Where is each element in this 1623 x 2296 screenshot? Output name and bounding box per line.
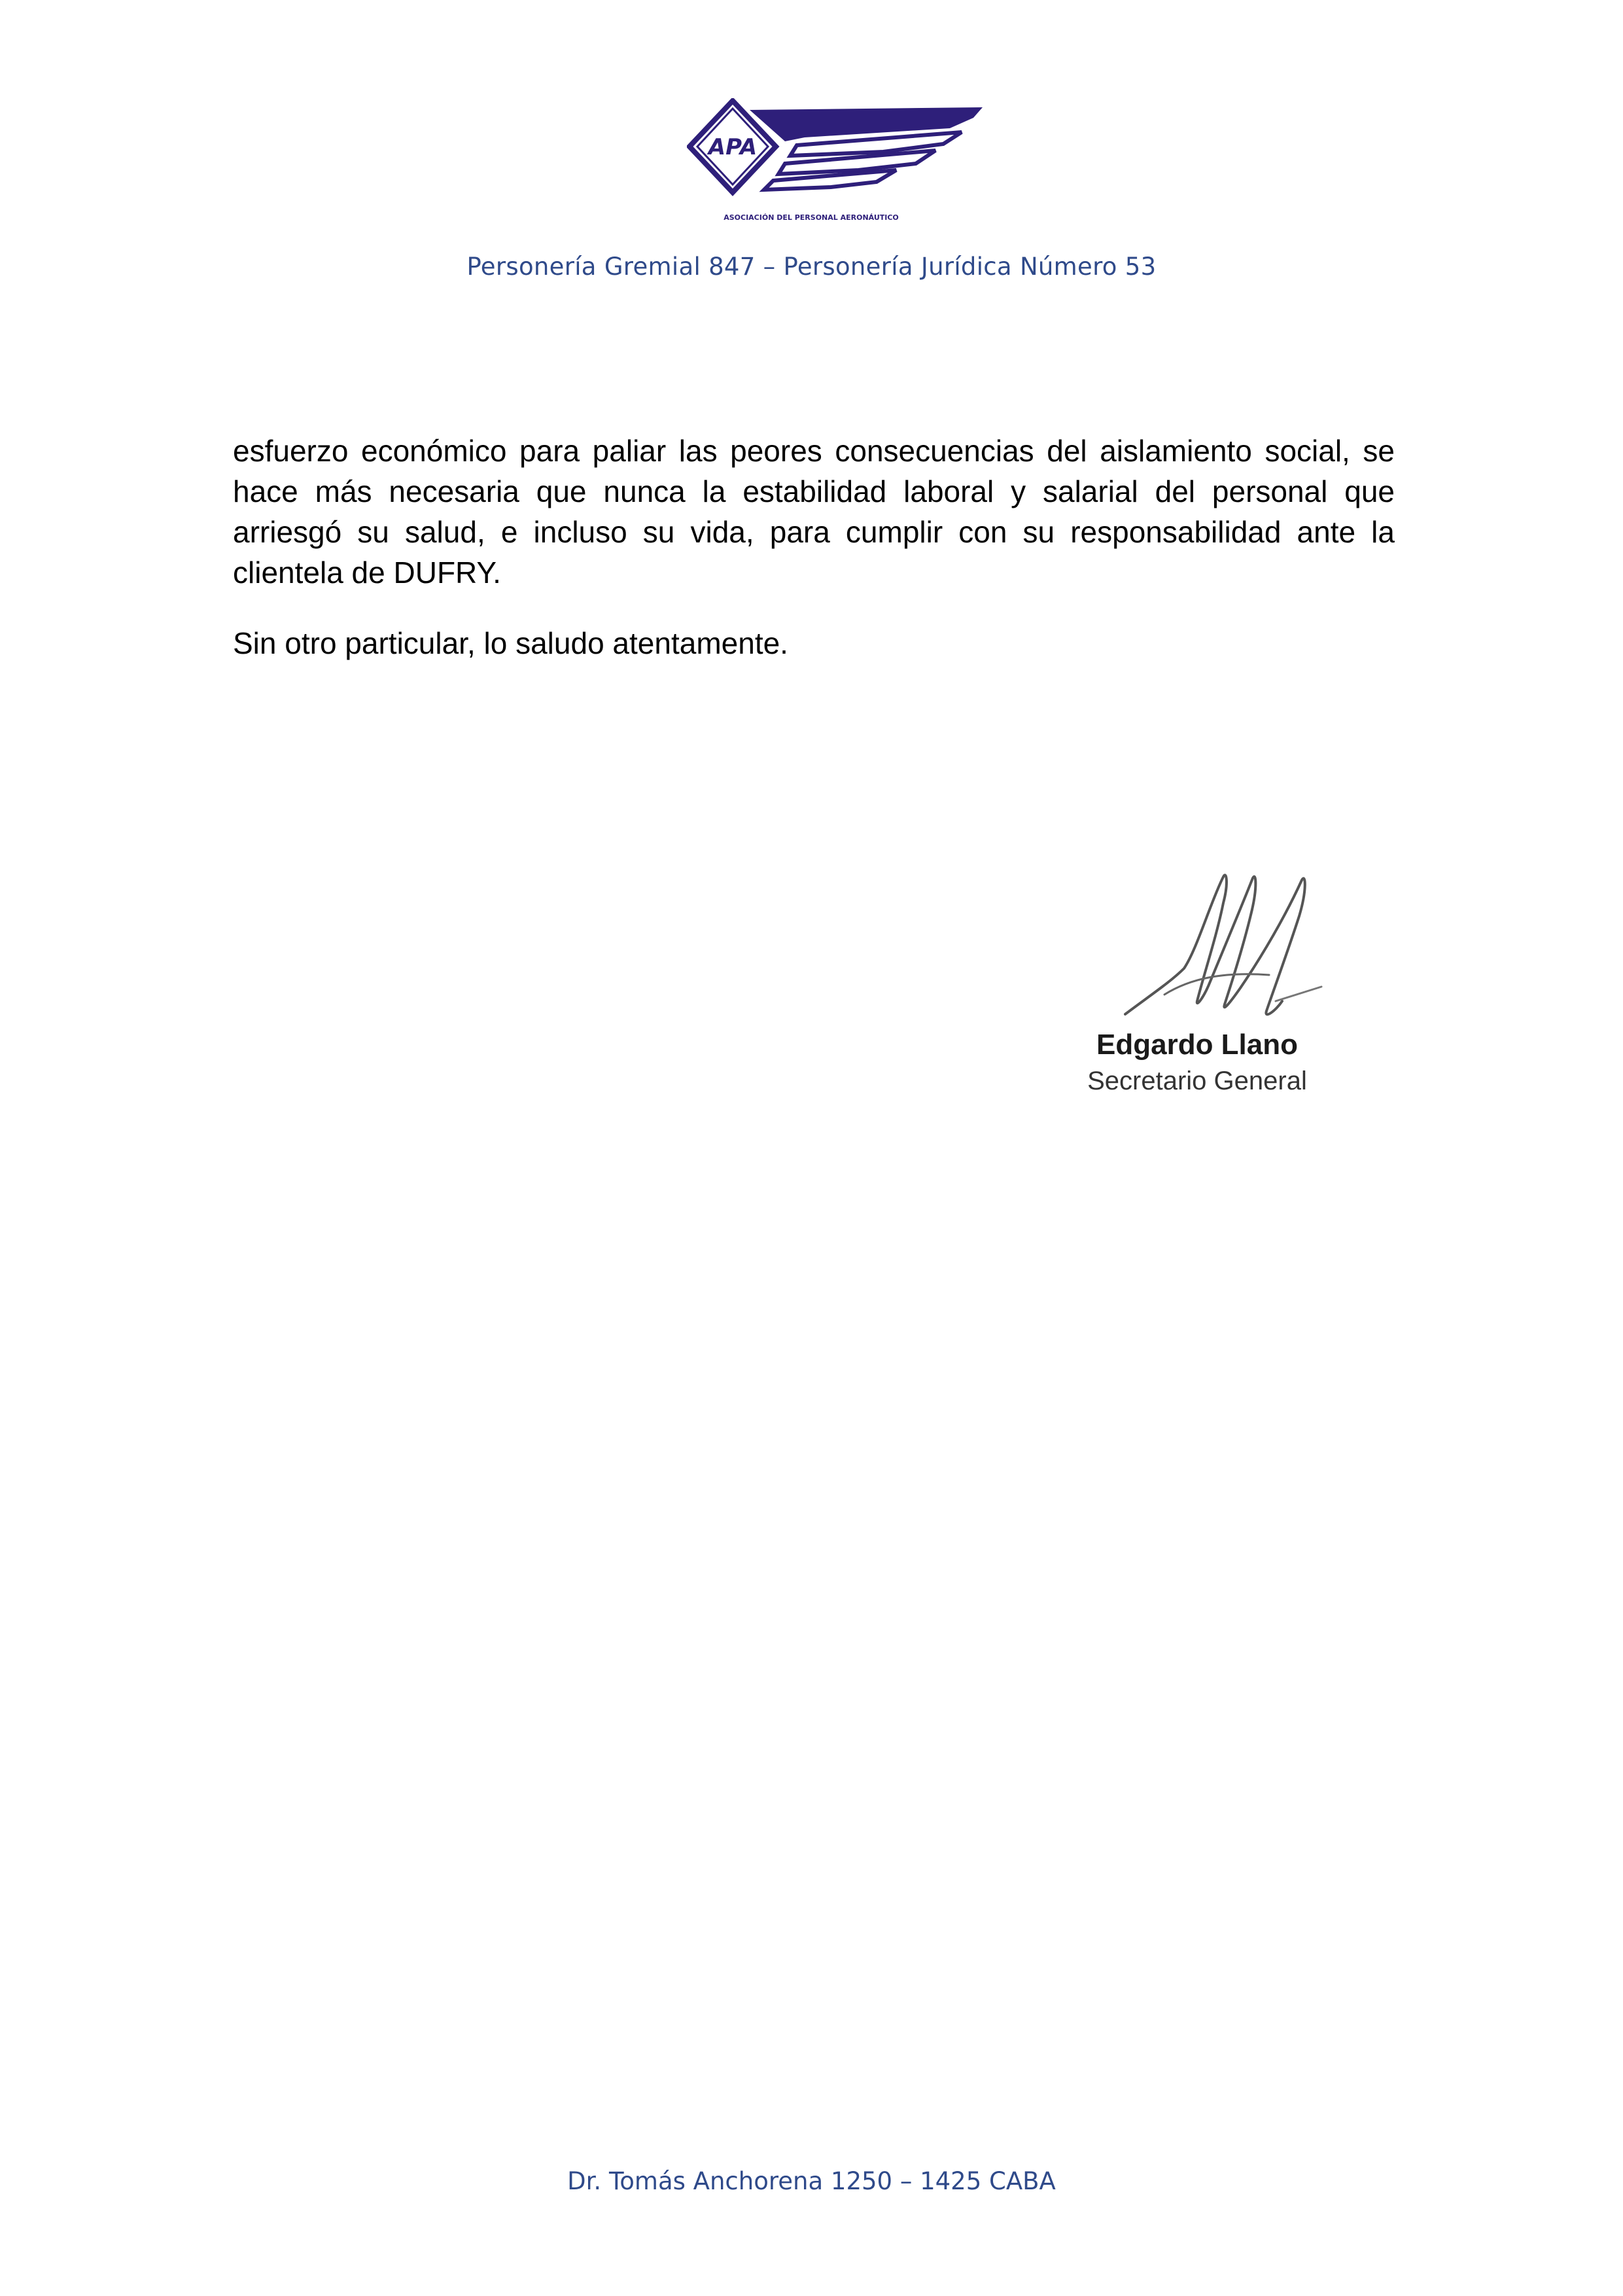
body-paragraph: esfuerzo económico para paliar las peores consecuencias del aislamiento social, se hace más necesaria que nunca la estabilidad laboral y salarial del personal que arriesgó su salud, e incluso su vida, para cumplir con su responsabilidad ante la clientela de DUFRY. — [233, 434, 1395, 590]
letter-body — [233, 431, 1395, 663]
registration-line: Personería Gremial 847 – Personería Jurídica Número 53 — [466, 253, 1157, 281]
svg-text:ASOCIACIÓN DEL PERSONAL AERONÁ: ASOCIACIÓN DEL PERSONAL AERONÁUTICO — [724, 213, 899, 222]
footer-address: Dr. Tomás Anchorena 1250 – 1425 CABA — [567, 2167, 1056, 2195]
apa-logo — [687, 98, 988, 229]
handwritten-signature — [1112, 864, 1328, 1027]
signer-title: Secretario General — [1087, 1067, 1307, 1095]
svg-text:APA: APA — [708, 134, 758, 160]
closing-line: Sin otro particular, lo saludo atentamente. — [233, 626, 788, 660]
signer-name: Edgardo Llano — [1096, 1029, 1298, 1061]
